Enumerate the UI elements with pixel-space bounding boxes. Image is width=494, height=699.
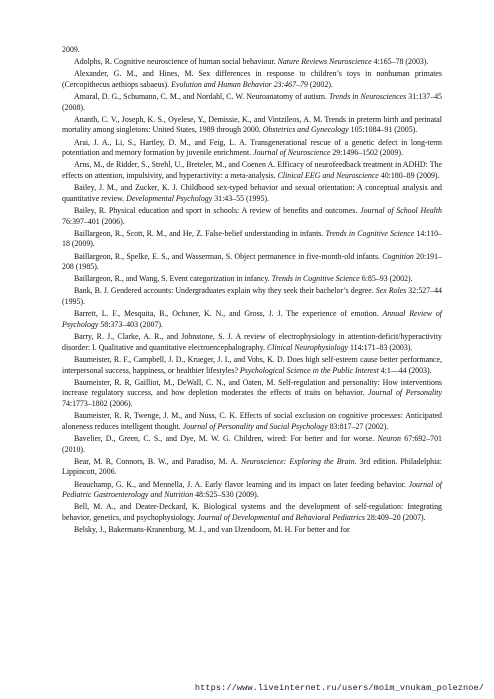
- reference-entry: Amaral, D. G., Schumann, C. M., and Nordahl, C. W. Neuroanatomy of autism. Trends in Neurosciences 31:137–45 (2008).: [62, 91, 443, 112]
- reference-entry: Adolphs, R. Cognitive neuroscience of human social behaviour. Nature Reviews Neuroscience 4:165–78 (2003).: [74, 57, 429, 67]
- reference-entry: Baumeister, R. R, Gailliot, M., DeWall, C. N., and Oaten, M. Self-regulation and personality: How interventions increase regulatory success, and how depletion moderates the effects of traits on behavior. Journal of Personality 74:1773–1802 (2006).: [62, 377, 442, 409]
- reference-entry: Baillargeon, R., and Wang, S. Event categorization in infancy. Trends in Cognitive Science 6:85–93 (2002).: [74, 274, 413, 284]
- reference-entry: Bell, M. A., and Deater-Deckard, K. Biological systems and the development of self-regulation: Integrating behavior, genetics, and psychophysiology. Journal of Developmental and Behavioral Pediatrics 28:409–20 (2007).: [62, 502, 442, 523]
- reference-entry: Belsky, J., Bakermans-Kranenburg, M. J., and van IJzendoorn, M. H. For better and for: [74, 525, 350, 535]
- reference-entry: Bailey, J. M., and Zucker, K. J. Childhood sex-typed behavior and sexual orientation: A conceptual analysis and quantitative review. Developmental Psychology 31:43–55 (1995).: [62, 183, 442, 203]
- reference-entry: Arai, J. A., Li, S., Hartley, D. M., and Feig, L. A. Transgenerational rescue of a genetic defect in long-term potentiation and memory formation by juvenile enrichment. Journal of Neuroscience 29:1496–1502 (2009).: [62, 137, 442, 158]
- reference-list: [62, 45, 442, 537]
- reference-entry: Baillargeon, R., Spelke, E. S., and Wasserman, S. Object permanence in five-month-old infants. Cognition 20:191–208 (1985).: [62, 251, 442, 272]
- reference-entry: Ananth, C. V., Joseph, K. S., Oyelese, Y., Demissie, K., and Vintzileos, A. M. Trends in preterm birth and perinatal mortality among singletons: United States, 1989 through 2000. Obstetrics and Gynecology 105:1084–91 (2005).: [62, 114, 442, 135]
- source-url-footer: https://www.liveinternet.ru/users/moim_vnukam_poleznoe/: [194, 683, 484, 693]
- reference-entry: 2009.: [62, 45, 80, 54]
- reference-entry: Alexander, G. M., and Hines, M. Sex differences in response to children’s toys in nonhuman primates (Cercopithecus aethiops sabaeus). Evolution and Human Behavior 23:467–79 (2002).: [62, 69, 442, 89]
- reference-entry: Arns, M., de Ridder, S., Strehl, U., Breteler, M., and Coenen A. Efficacy of neurofeedback treatment in ADHD: The effects on attention, impulsivity, and hyperactivity: a meta-analysis. Clinical EEG and Neuroscience 40:180–89 (2009).: [62, 160, 442, 181]
- reference-entry: Barrett, L. F., Mesquita, B., Ochsner, K. N., and Gross, J. J. The experience of emotion. Annual Review of Psychology 58:373–403 (2007).: [62, 309, 442, 329]
- reference-entry: Beauchamp, G. K., and Mennella, J. A. Early flavor learning and its impact on later feeding behavior. Journal of Pediatric Gastroenterology and Nutrition 48:S25–S30 (2009).: [62, 479, 442, 500]
- reference-entry: Bear, M. R, Connors, B. W., and Paradiso, M. A. Neuroscience: Exploring the Brain. 3rd edition. Philadelphia: Lippincott, 2006.: [62, 456, 442, 477]
- reference-entry: Baumeister, R. F., Campbell, J. D., Krueger, J. I., and Vohs, K. D. Does high self-esteem cause better performance, interpersonal success, happiness, or healthier lifestyles? Psychological Science in the Public Interest 4:1—44 (2003).: [62, 354, 442, 375]
- reference-entry: Bavelier, D., Green, C. S., and Dye, M. W. G. Children, wired: For better and for worse. Neuron 67:692–701 (2010).: [62, 433, 442, 454]
- reference-entry: Bank, B. J. Gendered accounts: Undergraduates explain why they seek their bachelor’s degree. Sex Roles 32:527–44 (1995).: [62, 286, 442, 307]
- reference-entry: Bailey, R. Physical education and sport in schools: A review of benefits and outcomes. Journal of School Health 76:397–401 (2006).: [62, 205, 442, 226]
- reference-entry: Baillargeon, R., Scott, R. M., and He, Z. False-belief understanding in infants. Trends in Cognitive Science 14:110–18 (2009).: [62, 228, 442, 249]
- reference-entry: Barry, R. J., Clarke, A. R., and Johnstone, S. J. A review of electrophysiology in attention-deficit/hyperactivity disorder: I. Qualitative and quantitative electroencephalography. Clinical Neurophysiology 114:171–83 (2003).: [62, 332, 442, 352]
- reference-entry: Baumeister, R. R, Twenge, J. M., and Nuss, C. K. Effects of social exclusion on cognitive processes: Anticipated aloneness reduces intelligent thought. Journal of Personality and Social Psychology 83:817–27 (2002).: [62, 411, 442, 431]
